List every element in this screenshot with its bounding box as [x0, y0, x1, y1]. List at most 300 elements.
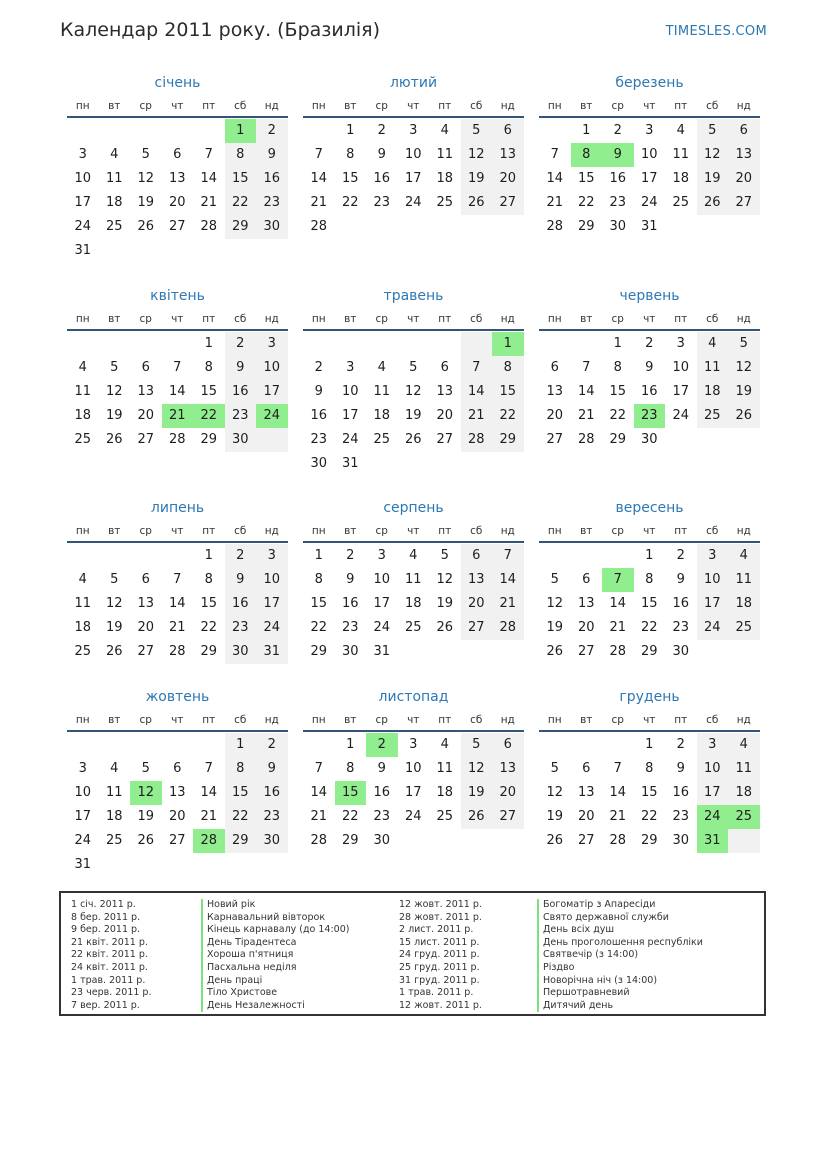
month-12 — [539, 687, 760, 853]
day-cell: 11 — [436, 147, 454, 162]
month-name: березень — [615, 75, 684, 91]
day-cell: 21 — [200, 195, 218, 210]
weekday-label: вт — [108, 100, 121, 112]
day-cell: 4 — [697, 332, 729, 356]
legend-names-left — [201, 899, 349, 1012]
day-cell: 31 — [256, 640, 288, 664]
legend-name: День Тірадентеса — [201, 937, 349, 950]
day-cell: 19 — [404, 408, 422, 423]
day-cell: 10 — [404, 761, 422, 776]
legend-date: 9 бер. 2011 р. — [71, 924, 141, 936]
legend-dates-right — [399, 899, 482, 1012]
weekday-label: сб — [470, 100, 483, 112]
day-cell: 2 — [256, 119, 288, 143]
day-cell: 6 — [492, 119, 524, 143]
empty-cell — [429, 332, 461, 356]
day-cell: 27 — [577, 833, 595, 848]
month-days — [303, 733, 524, 853]
day-cell: 12 — [546, 785, 564, 800]
day-cell: 13 — [137, 596, 155, 611]
day-cell: 16 — [256, 167, 288, 191]
day-cell: 22 — [640, 620, 658, 635]
holiday-day-cell: 28 — [193, 829, 225, 853]
legend-name: Новий рік — [201, 899, 349, 912]
day-cell: 18 — [74, 408, 92, 423]
legend-name: Різдво — [537, 962, 703, 975]
day-cell: 4 — [676, 123, 685, 138]
day-cell: 4 — [377, 360, 386, 375]
empty-cell — [303, 119, 335, 143]
day-cell: 29 — [200, 432, 218, 447]
day-cell: 18 — [436, 785, 454, 800]
weekday-label: пт — [674, 525, 688, 537]
weekday-label: сб — [706, 714, 719, 726]
empty-cell — [303, 733, 335, 757]
day-cell: 16 — [672, 785, 690, 800]
weekday-label: пт — [674, 100, 688, 112]
day-cell: 2 — [346, 548, 355, 563]
day-cell: 11 — [74, 596, 92, 611]
day-cell: 6 — [550, 360, 559, 375]
day-cell: 27 — [546, 432, 564, 447]
day-cell: 28 — [200, 219, 218, 234]
legend-date: 24 груд. 2011 р. — [399, 949, 480, 961]
day-cell: 25 — [436, 809, 454, 824]
day-cell: 2 — [256, 733, 288, 757]
day-cell: 17 — [640, 171, 658, 186]
empty-cell — [539, 733, 571, 757]
weekday-header — [67, 521, 288, 543]
day-cell: 22 — [200, 620, 218, 635]
weekday-label: нд — [736, 100, 751, 112]
empty-cell — [193, 119, 225, 143]
month-name: травень — [383, 288, 444, 304]
day-cell: 26 — [728, 404, 760, 428]
weekday-header — [303, 309, 524, 331]
day-cell: 10 — [404, 147, 422, 162]
day-cell: 30 — [310, 456, 328, 471]
day-cell: 1 — [613, 336, 622, 351]
empty-cell — [130, 119, 162, 143]
holiday-day-cell: 1 — [225, 119, 257, 143]
day-cell: 8 — [346, 147, 355, 162]
day-cell: 26 — [697, 191, 729, 215]
day-cell: 12 — [697, 143, 729, 167]
month-days — [67, 544, 288, 664]
day-cell: 11 — [74, 384, 92, 399]
day-cell: 6 — [141, 572, 150, 587]
empty-cell — [99, 733, 131, 757]
day-cell: 14 — [546, 171, 564, 186]
empty-cell — [162, 544, 194, 568]
empty-cell — [130, 733, 162, 757]
weekday-header — [67, 710, 288, 732]
day-cell: 1 — [204, 548, 213, 563]
site-link[interactable]: TIMESLES.COM — [665, 24, 767, 39]
day-cell: 2 — [225, 332, 257, 356]
day-cell: 21 — [200, 809, 218, 824]
day-cell: 10 — [697, 757, 729, 781]
day-cell: 10 — [640, 147, 658, 162]
legend-date: 8 бер. 2011 р. — [71, 911, 141, 923]
legend-name: Хороша п'ятниця — [201, 949, 349, 962]
day-cell: 8 — [613, 360, 622, 375]
holiday-day-cell: 24 — [697, 805, 729, 829]
weekday-label: пт — [674, 714, 688, 726]
weekday-header — [67, 96, 288, 118]
day-cell: 31 — [74, 857, 92, 872]
day-cell: 13 — [728, 143, 760, 167]
day-cell: 31 — [640, 219, 658, 234]
day-cell: 30 — [256, 215, 288, 239]
day-cell: 12 — [461, 757, 493, 781]
empty-cell — [602, 733, 634, 757]
weekday-label: вт — [108, 714, 121, 726]
weekday-label: пн — [547, 313, 562, 325]
day-cell: 16 — [373, 171, 391, 186]
month-6 — [539, 286, 760, 452]
day-cell: 17 — [373, 596, 391, 611]
legend-name: День всіх душ — [537, 924, 703, 937]
day-cell: 30 — [672, 833, 690, 848]
weekday-label: нд — [264, 714, 279, 726]
weekday-label: нд — [500, 525, 515, 537]
day-cell: 3 — [78, 147, 87, 162]
day-cell: 2 — [225, 544, 257, 568]
day-cell: 19 — [436, 596, 454, 611]
legend-date: 12 жовт. 2011 р. — [399, 999, 482, 1011]
legend-date: 2 лист. 2011 р. — [399, 924, 474, 936]
day-cell: 8 — [492, 356, 524, 380]
day-cell: 26 — [461, 191, 493, 215]
day-cell: 6 — [141, 360, 150, 375]
weekday-label: ср — [611, 313, 624, 325]
weekday-label: сб — [470, 525, 483, 537]
day-cell: 15 — [225, 781, 257, 805]
day-cell: 18 — [74, 620, 92, 635]
day-cell: 9 — [256, 143, 288, 167]
day-cell: 13 — [168, 785, 186, 800]
day-cell: 14 — [461, 380, 493, 404]
day-cell: 3 — [346, 360, 355, 375]
day-cell: 28 — [461, 428, 493, 452]
weekday-label: пт — [438, 714, 452, 726]
legend-name: День Незалежності — [201, 1000, 349, 1013]
day-cell: 23 — [310, 432, 328, 447]
empty-cell — [67, 119, 99, 143]
day-cell: 3 — [256, 544, 288, 568]
day-cell: 2 — [676, 548, 685, 563]
day-cell: 20 — [436, 408, 454, 423]
day-cell: 22 — [341, 809, 359, 824]
legend-name: Свято державної служби — [537, 912, 703, 925]
day-cell: 5 — [110, 360, 119, 375]
day-cell: 13 — [168, 171, 186, 186]
day-cell: 3 — [409, 123, 418, 138]
day-cell: 19 — [461, 167, 493, 191]
day-cell: 11 — [436, 761, 454, 776]
empty-cell — [303, 332, 335, 356]
day-cell: 8 — [204, 572, 213, 587]
empty-cell — [99, 544, 131, 568]
weekday-label: пт — [438, 313, 452, 325]
day-cell: 2 — [314, 360, 323, 375]
day-cell: 8 — [645, 572, 654, 587]
weekday-label: ср — [139, 313, 152, 325]
day-cell: 20 — [577, 620, 595, 635]
legend-name: Кінець карнавалу (до 14:00) — [201, 924, 349, 937]
day-cell: 19 — [546, 809, 564, 824]
month-name: січень — [154, 75, 201, 91]
weekday-label: сб — [234, 100, 247, 112]
weekday-label: чт — [643, 313, 656, 325]
day-cell: 24 — [373, 620, 391, 635]
day-cell: 25 — [404, 620, 422, 635]
day-cell: 6 — [461, 544, 493, 568]
day-cell: 29 — [225, 829, 257, 853]
day-cell: 6 — [440, 360, 449, 375]
day-cell: 24 — [697, 616, 729, 640]
day-cell: 13 — [492, 757, 524, 781]
day-cell: 23 — [225, 616, 257, 640]
day-cell: 18 — [728, 781, 760, 805]
day-cell: 15 — [577, 171, 595, 186]
day-cell: 15 — [640, 785, 658, 800]
day-cell: 13 — [436, 384, 454, 399]
month-name: липень — [150, 500, 205, 516]
day-cell: 30 — [256, 829, 288, 853]
day-cell: 8 — [225, 757, 257, 781]
day-cell: 18 — [672, 171, 690, 186]
day-cell: 23 — [373, 195, 391, 210]
legend-date: 7 вер. 2011 р. — [71, 999, 140, 1011]
day-cell: 25 — [728, 616, 760, 640]
day-cell: 16 — [640, 384, 658, 399]
day-cell: 3 — [409, 737, 418, 752]
day-cell: 27 — [461, 616, 493, 640]
day-cell: 4 — [409, 548, 418, 563]
weekday-label: нд — [736, 525, 751, 537]
day-cell: 10 — [256, 356, 288, 380]
day-cell: 20 — [137, 620, 155, 635]
day-cell: 29 — [577, 219, 595, 234]
month-name: грудень — [619, 689, 680, 705]
day-cell: 7 — [492, 544, 524, 568]
day-cell: 31 — [373, 644, 391, 659]
day-cell: 5 — [409, 360, 418, 375]
empty-cell — [728, 829, 760, 853]
day-cell: 1 — [645, 548, 654, 563]
day-cell: 6 — [728, 119, 760, 143]
day-cell: 14 — [200, 785, 218, 800]
day-cell: 21 — [461, 404, 493, 428]
day-cell: 18 — [373, 408, 391, 423]
day-cell: 6 — [582, 572, 591, 587]
day-cell: 8 — [645, 761, 654, 776]
weekday-header — [539, 309, 760, 331]
month-days — [303, 544, 524, 664]
weekday-header — [539, 96, 760, 118]
day-cell: 16 — [225, 592, 257, 616]
empty-cell — [99, 332, 131, 356]
day-cell: 2 — [645, 336, 654, 351]
day-cell: 6 — [173, 761, 182, 776]
month-8 — [303, 498, 524, 664]
day-cell: 21 — [609, 809, 627, 824]
day-cell: 23 — [672, 620, 690, 635]
month-9 — [539, 498, 760, 664]
day-cell: 26 — [105, 644, 123, 659]
legend-date: 31 груд. 2011 р. — [399, 974, 480, 986]
empty-cell — [539, 332, 571, 356]
holiday-day-cell: 25 — [728, 805, 760, 829]
day-cell: 19 — [105, 408, 123, 423]
empty-cell — [67, 332, 99, 356]
day-cell: 25 — [373, 432, 391, 447]
day-cell: 3 — [697, 733, 729, 757]
day-cell: 17 — [74, 809, 92, 824]
day-cell: 6 — [582, 761, 591, 776]
day-cell: 27 — [492, 191, 524, 215]
day-cell: 20 — [137, 408, 155, 423]
day-cell: 28 — [609, 833, 627, 848]
day-cell: 22 — [492, 404, 524, 428]
day-cell: 25 — [74, 432, 92, 447]
day-cell: 7 — [613, 761, 622, 776]
weekday-label: ср — [375, 714, 388, 726]
day-cell: 17 — [256, 592, 288, 616]
day-cell: 23 — [225, 404, 257, 428]
weekday-header — [303, 521, 524, 543]
holiday-day-cell: 2 — [366, 733, 398, 757]
day-cell: 21 — [492, 592, 524, 616]
day-cell: 3 — [78, 761, 87, 776]
day-cell: 15 — [609, 384, 627, 399]
weekday-label: пн — [311, 100, 326, 112]
day-cell: 5 — [550, 572, 559, 587]
day-cell: 10 — [373, 572, 391, 587]
day-cell: 22 — [310, 620, 328, 635]
day-cell: 9 — [346, 572, 355, 587]
day-cell: 23 — [672, 809, 690, 824]
weekday-label: сб — [470, 313, 483, 325]
month-name: серпень — [383, 500, 444, 516]
day-cell: 19 — [105, 620, 123, 635]
weekday-label: нд — [264, 525, 279, 537]
day-cell: 31 — [74, 243, 92, 258]
day-cell: 14 — [310, 171, 328, 186]
holiday-day-cell: 8 — [571, 143, 603, 167]
day-cell: 17 — [341, 408, 359, 423]
holiday-day-cell: 24 — [256, 404, 288, 428]
day-cell: 14 — [577, 384, 595, 399]
legend-date: 21 квіт. 2011 р. — [71, 936, 148, 948]
day-cell: 30 — [373, 833, 391, 848]
day-cell: 5 — [141, 147, 150, 162]
weekday-label: вт — [344, 525, 357, 537]
month-days — [67, 119, 288, 263]
day-cell: 27 — [168, 833, 186, 848]
day-cell: 14 — [310, 785, 328, 800]
weekday-label: сб — [234, 313, 247, 325]
day-cell: 29 — [225, 215, 257, 239]
weekday-label: пт — [202, 100, 216, 112]
day-cell: 1 — [346, 123, 355, 138]
empty-cell — [130, 544, 162, 568]
legend-name: Новорічна ніч (з 14:00) — [537, 975, 703, 988]
day-cell: 12 — [105, 384, 123, 399]
empty-cell — [335, 332, 367, 356]
holiday-day-cell: 12 — [130, 781, 162, 805]
holiday-day-cell: 7 — [602, 568, 634, 592]
day-cell: 3 — [697, 544, 729, 568]
day-cell: 20 — [577, 809, 595, 824]
day-cell: 3 — [377, 548, 386, 563]
day-cell: 22 — [577, 195, 595, 210]
day-cell: 5 — [461, 733, 493, 757]
month-4 — [67, 286, 288, 452]
day-cell: 28 — [310, 219, 328, 234]
weekday-label: сб — [706, 313, 719, 325]
day-cell: 27 — [577, 644, 595, 659]
weekday-label: нд — [736, 313, 751, 325]
weekday-label: чт — [643, 714, 656, 726]
weekday-header — [67, 309, 288, 331]
legend-date: 1 січ. 2011 р. — [71, 899, 136, 910]
day-cell: 11 — [105, 171, 123, 186]
day-cell: 10 — [74, 171, 92, 186]
month-days — [539, 733, 760, 853]
legend-dates-left — [71, 899, 151, 1012]
day-cell: 23 — [256, 805, 288, 829]
weekday-label: пн — [311, 714, 326, 726]
legend-date: 15 лист. 2011 р. — [399, 936, 480, 948]
day-cell: 10 — [697, 568, 729, 592]
day-cell: 15 — [341, 171, 359, 186]
day-cell: 18 — [105, 195, 123, 210]
day-cell: 23 — [373, 809, 391, 824]
weekday-label: нд — [264, 100, 279, 112]
day-cell: 26 — [546, 644, 564, 659]
weekday-label: вт — [344, 714, 357, 726]
empty-cell — [67, 733, 99, 757]
day-cell: 24 — [404, 195, 422, 210]
day-cell: 24 — [74, 833, 92, 848]
weekday-label: вт — [580, 313, 593, 325]
day-cell: 23 — [609, 195, 627, 210]
day-cell: 12 — [436, 572, 454, 587]
legend-date: 24 квіт. 2011 р. — [71, 961, 148, 973]
month-name: жовтень — [145, 689, 210, 705]
day-cell: 22 — [640, 809, 658, 824]
empty-cell — [162, 733, 194, 757]
day-cell: 20 — [546, 408, 564, 423]
month-name: лютий — [389, 75, 438, 91]
holiday-day-cell: 23 — [634, 404, 666, 428]
weekday-label: ср — [139, 525, 152, 537]
day-cell: 28 — [492, 616, 524, 640]
day-cell: 13 — [492, 143, 524, 167]
day-cell: 7 — [204, 761, 213, 776]
weekday-label: пн — [311, 525, 326, 537]
day-cell: 28 — [577, 432, 595, 447]
legend-names-right — [537, 899, 703, 1012]
day-cell: 29 — [640, 644, 658, 659]
weekday-label: нд — [500, 313, 515, 325]
weekday-label: вт — [108, 313, 121, 325]
day-cell: 10 — [74, 785, 92, 800]
day-cell: 25 — [436, 195, 454, 210]
